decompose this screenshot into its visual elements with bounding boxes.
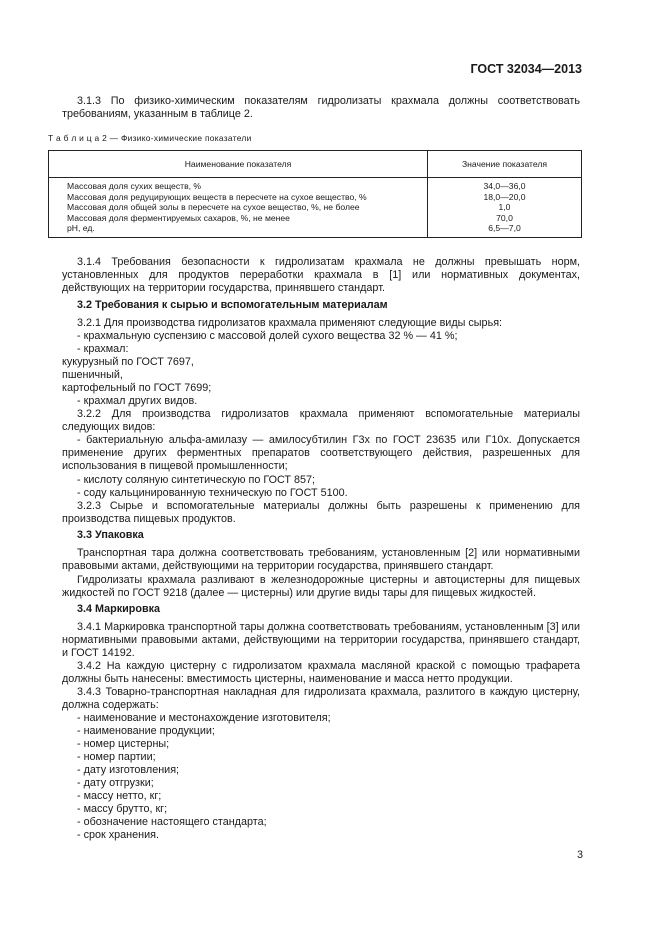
list-item: - крахмальную суспензию с массовой долей сухого вещества 32 % — 41 %; <box>77 330 458 342</box>
indicator-value: 1,0 <box>498 202 511 213</box>
paragraph-3-2-2-enzyme: - бактериальную альфа-амилазу — амилосубтилин Г3х по ГОСТ 23635 или Г10х. Допускается применение других ферментных препаратов соответствующего действия, разрешенных для использования в пищевой промышленности; <box>62 434 580 473</box>
indicator-names-cell <box>49 178 428 238</box>
indicator-name: Массовая доля редуцирующих веществ в пересчете на сухое вещество, % <box>67 191 367 202</box>
section-heading-3-4: 3.4 Маркировка <box>77 603 161 615</box>
paragraph-3-1-3: 3.1.3 По физико-химическим показателям гидролизаты крахмала должны соответствовать требованиям, указанным в таблице 2. <box>62 95 580 121</box>
paragraph-3-4-1: 3.4.1 Маркировка транспортной тары должна соответствовать требованиям, установленным [3] или нормативными правовыми актами, действующими на территории государства, принявшего стандарт, и ГОСТ 14192. <box>62 621 580 660</box>
paragraph-3-1-4: 3.1.4 Требования безопасности к гидролизатам крахмала не должны превышать норм, установленных для продуктов переработки крахмала в [1] или нормативных документах, действующих на территории государства, принявшего стандарт. <box>62 256 580 295</box>
indicator-value: 18,0—20,0 <box>483 191 526 202</box>
list-item: - срок хранения. <box>77 829 159 841</box>
paragraph-3-2-3: 3.2.3 Сырье и вспомогательные материалы должны быть разрешены к применению для производства пищевых продуктов. <box>62 500 580 526</box>
list-item: - массу нетто, кг; <box>77 790 162 802</box>
section-heading-3-3: 3.3 Упаковка <box>77 529 144 541</box>
list-item: - номер цистерны; <box>77 738 170 750</box>
list-item: пшеничный, <box>62 369 123 381</box>
paragraph-3-4-3: 3.4.3 Товарно-транспортная накладная для гидролизата крахмала, разлитого в каждую цистерну, должна содержать: <box>62 686 580 712</box>
indicator-name: Массовая доля ферментируемых сахаров, %, не менее <box>67 212 290 223</box>
page-number: 3 <box>577 849 584 861</box>
list-item: кукурузный по ГОСТ 7697, <box>62 356 194 368</box>
paragraph-3-3-packaging: Транспортная тара должна соответствовать требованиям, установленным [2] или нормативными правовыми актами, действующими на территории государства, принявшего стандарт. <box>62 547 580 573</box>
indicator-value: 70,0 <box>496 212 513 223</box>
paragraph-3-3-filling: Гидролизаты крахмала разливают в железнодорожные цистерны и автоцистерны для пищевых жидкостей по ГОСТ 9218 (далее — цистерны) или другие виды тары для пищевых жидкостей. <box>62 574 580 600</box>
paragraph-3-2-2: 3.2.2 Для производства гидролизатов крахмала применяют вспомогательные материалы следующих видов: <box>62 408 580 434</box>
indicator-name: Массовая доля сухих веществ, % <box>67 181 202 191</box>
list-item: - номер партии; <box>77 751 156 763</box>
list-item: - крахмал других видов. <box>77 395 198 407</box>
table-body <box>49 178 582 238</box>
indicator-name: pH, ед. <box>67 223 95 234</box>
list-item: - соду кальцинированную техническую по ГОСТ 5100. <box>77 487 348 499</box>
list-item: - крахмал: <box>77 343 129 355</box>
paragraph-3-2-1: 3.2.1 Для производства гидролизатов крахмала применяют следующие виды сырья: <box>77 317 503 329</box>
indicator-value: 6,5—7,0 <box>488 223 521 234</box>
list-item: - дату изготовления; <box>77 764 180 776</box>
list-item: - наименование и местонахождение изготовителя; <box>77 712 331 724</box>
list-item: - дату отгрузки; <box>77 777 154 789</box>
table-caption: Т а б л и ц а 2 — Физико-химические показатели <box>48 133 252 143</box>
list-item: - наименование продукции; <box>77 725 215 737</box>
table-header-name: Наименование показателя <box>49 151 428 178</box>
document-code: ГОСТ 32034—2013 <box>470 62 582 76</box>
paragraph-3-4-2: 3.4.2 На каждую цистерну с гидролизатом крахмала масляной краской с помощью трафарета должны быть нанесены: вместимость цистерны, наименование и масса нетто продукции. <box>62 660 580 686</box>
table-header-value: Значение показателя <box>428 151 582 178</box>
list-item: - кислоту соляную синтетическую по ГОСТ 857; <box>77 474 316 486</box>
section-heading-3-2: 3.2 Требования к сырью и вспомогательным материалам <box>77 299 388 311</box>
list-item: - обозначение настоящего стандарта; <box>77 816 267 828</box>
indicator-value: 34,0—36,0 <box>483 181 526 191</box>
list-item: картофельный по ГОСТ 7699; <box>62 382 212 394</box>
indicator-name: Массовая доля общей золы в пересчете на сухое вещество, %, не более <box>67 202 360 213</box>
indicator-values-cell <box>428 178 582 238</box>
list-item: - массу брутто, кг; <box>77 803 168 815</box>
physico-chemical-table <box>48 150 582 238</box>
